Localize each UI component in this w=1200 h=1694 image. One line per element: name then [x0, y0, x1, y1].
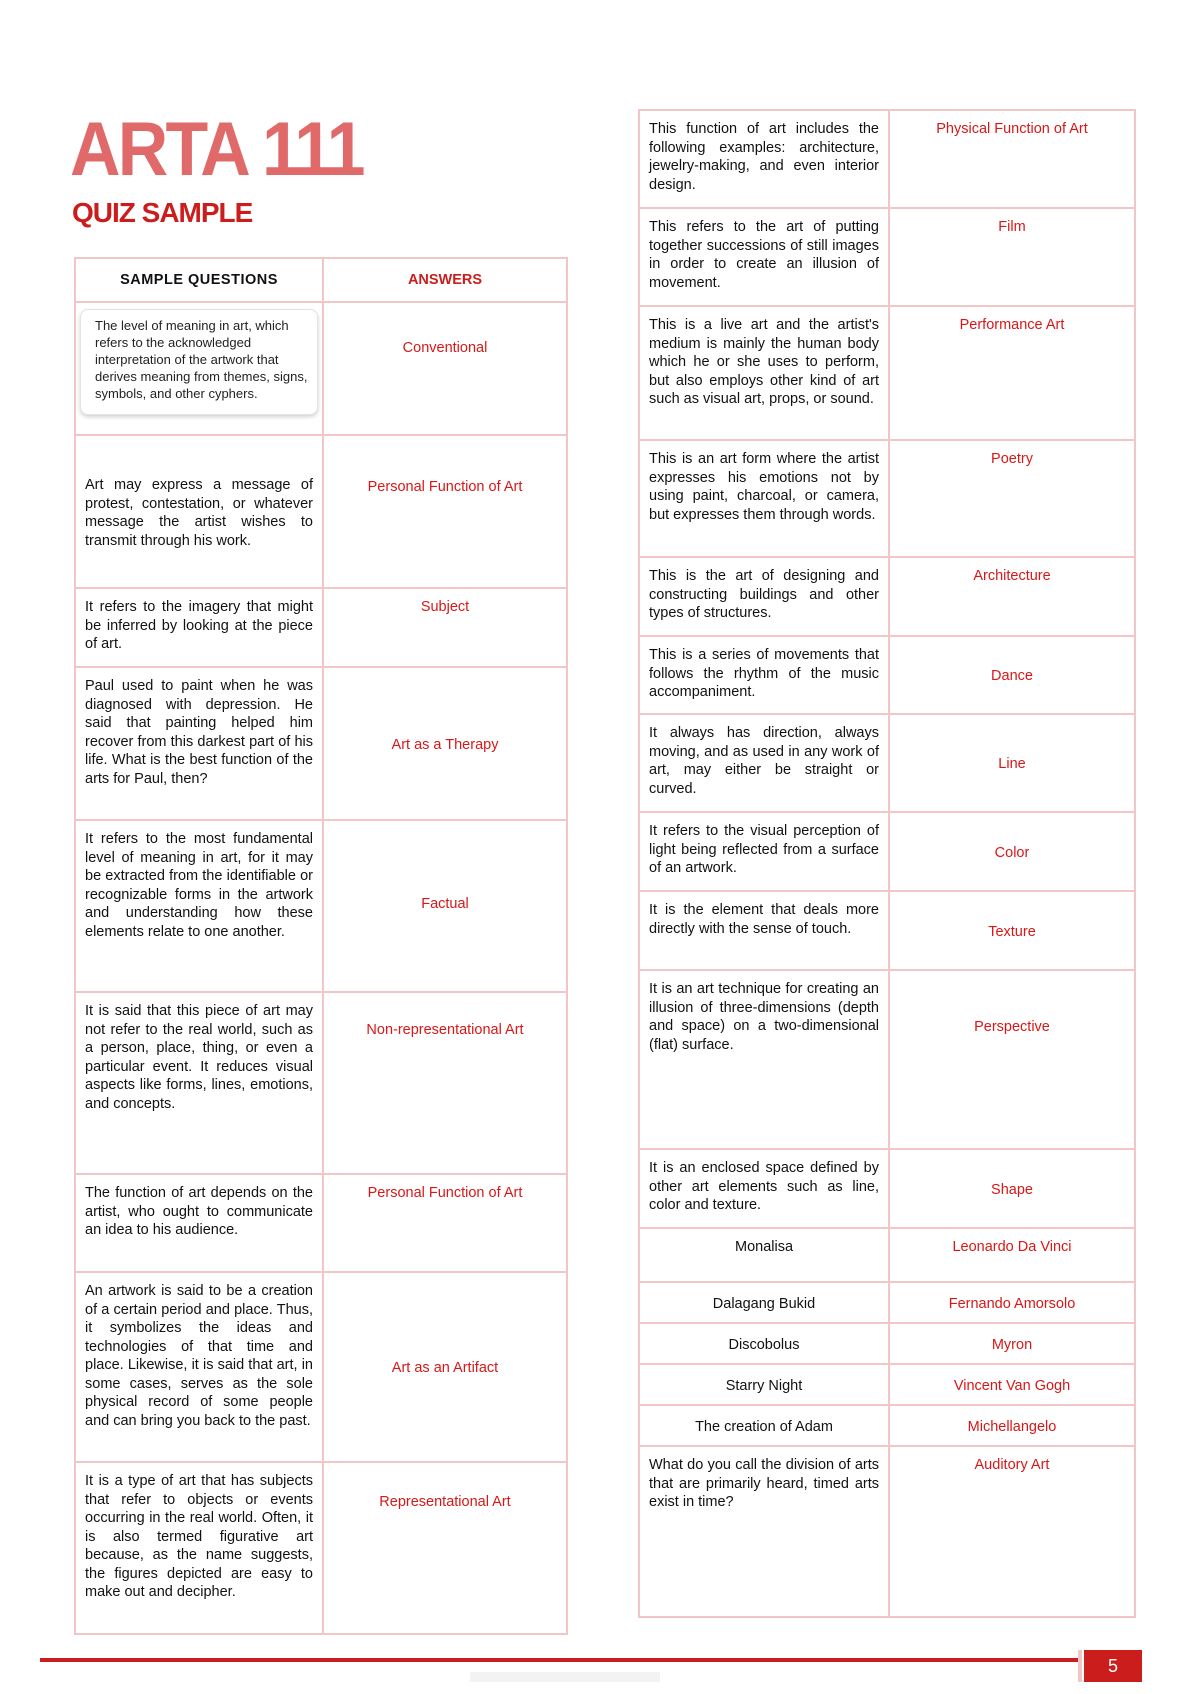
table-row — [639, 714, 1135, 812]
question-cell: It is the element that deals more directly with the sense of touch. — [639, 891, 889, 970]
question-cell: This is the art of designing and constructing buildings and other types of structures. — [639, 557, 889, 636]
question-cell: The creation of Adam — [639, 1405, 889, 1446]
question-cell: Monalisa — [639, 1228, 889, 1282]
question-cell: An artwork is said to be a creation of a certain period and place. Thus, it symbolizes the ideas and technologies of that time and place. Likewise, it is said that art, in some cases, serves as the sole physical record of some people and can bring you back to the past. — [75, 1272, 323, 1462]
question-cell: What do you call the division of arts that are primarily heard, timed arts exist in time? — [639, 1446, 889, 1617]
answer-cell: Line — [889, 714, 1135, 812]
question-cell: The function of art depends on the artist, who ought to communicate an idea to his audience. — [75, 1174, 323, 1272]
table-row — [75, 302, 567, 435]
answer-cell: Myron — [889, 1323, 1135, 1364]
table-row — [639, 440, 1135, 557]
answer-cell: Vincent Van Gogh — [889, 1364, 1135, 1405]
answer-cell: Shape — [889, 1149, 1135, 1228]
table-row — [639, 1228, 1135, 1282]
answer-cell: Performance Art — [889, 306, 1135, 440]
question-cell: This function of art includes the following examples: architecture, jewelry-making, and even interior design. — [639, 110, 889, 208]
table-row — [639, 891, 1135, 970]
answer-cell: Leonardo Da Vinci — [889, 1228, 1135, 1282]
answer-cell: Art as a Therapy — [323, 667, 567, 820]
table-row — [75, 820, 567, 992]
question-cell: This is a live art and the artist's medium is mainly the human body which he or she uses to perform, but also employs other kind of art such as visual art, props, or sound. — [639, 306, 889, 440]
table-row — [75, 1272, 567, 1462]
column-header-answers: ANSWERS — [323, 258, 567, 302]
table-row — [75, 667, 567, 820]
table-row — [639, 1282, 1135, 1323]
question-cell: Paul used to paint when he was diagnosed with depression. He said that painting helped him recover from this darkest part of his life. What is the best function of the arts for Paul, then? — [75, 667, 323, 820]
question-cell: It refers to the visual perception of light being reflected from a surface of an artwork. — [639, 812, 889, 891]
answer-cell: Michellangelo — [889, 1405, 1135, 1446]
footer-faint-mark — [470, 1672, 660, 1682]
answer-cell: Physical Function of Art — [889, 110, 1135, 208]
column-header-questions: SAMPLE QUESTIONS — [75, 258, 323, 302]
answer-cell: Personal Function of Art — [323, 435, 567, 588]
table-row — [75, 435, 567, 588]
document-title: ARTA 111 — [70, 107, 363, 192]
table-row — [639, 636, 1135, 714]
answer-cell: Factual — [323, 820, 567, 992]
table-row — [75, 588, 567, 667]
answer-cell: Personal Function of Art — [323, 1174, 567, 1272]
question-cell: Discobolus — [639, 1323, 889, 1364]
answer-cell: Dance — [889, 636, 1135, 714]
answer-cell: Film — [889, 208, 1135, 306]
question-cell: It is an enclosed space defined by other art elements such as line, color and texture. — [639, 1149, 889, 1228]
table-row — [639, 1323, 1135, 1364]
table-row — [75, 992, 567, 1174]
question-cell: Art may express a message of protest, contestation, or whatever message the artist wishes to transmit through his work. — [75, 435, 323, 588]
right-quiz-table — [638, 109, 1136, 1618]
table-row — [639, 110, 1135, 208]
answer-cell: Non-representational Art — [323, 992, 567, 1174]
answer-cell: Color — [889, 812, 1135, 891]
question-cell: This is a series of movements that follows the rhythm of the music accompaniment. — [639, 636, 889, 714]
question-cell: It refers to the most fundamental level of meaning in art, for it may be extracted from the identifiable or recognizable forms in the artwork and understanding how these elements relate to one another. — [75, 820, 323, 992]
answer-cell: Architecture — [889, 557, 1135, 636]
table-row — [639, 1149, 1135, 1228]
answer-cell: Representational Art — [323, 1462, 567, 1634]
question-cell: It refers to the imagery that might be inferred by looking at the piece of art. — [75, 588, 323, 667]
table-row — [639, 1405, 1135, 1446]
table-header-row — [75, 258, 567, 302]
answer-cell: Conventional — [323, 302, 567, 435]
table-row — [75, 1462, 567, 1634]
answer-cell: Texture — [889, 891, 1135, 970]
answer-cell: Subject — [323, 588, 567, 667]
question-cell: This is an art form where the artist expresses his emotions not by using paint, charcoal, or camera, but expresses them through words. — [639, 440, 889, 557]
question-cell: Starry Night — [639, 1364, 889, 1405]
question-callout: The level of meaning in art, which refers to the acknowledged interpretation of the artwork that derives meaning from themes, signs, symbols, and other cyphers. — [80, 309, 318, 415]
table-row — [639, 1364, 1135, 1405]
table-row — [639, 208, 1135, 306]
answer-cell: Art as an Artifact — [323, 1272, 567, 1462]
table-row — [75, 1174, 567, 1272]
question-cell: It is said that this piece of art may not refer to the real world, such as a person, place, thing, or even a particular event. It reduces visual aspects like forms, lines, emotions, and concepts. — [75, 992, 323, 1174]
question-cell: Dalagang Bukid — [639, 1282, 889, 1323]
question-cell: This refers to the art of putting together successions of still images in order to create an illusion of movement. — [639, 208, 889, 306]
question-cell: It is an art technique for creating an illusion of three-dimensions (depth and space) on a two-dimensional (flat) surface. — [639, 970, 889, 1149]
table-row — [639, 970, 1135, 1149]
table-row — [639, 812, 1135, 891]
question-cell: It always has direction, always moving, and as used in any work of art, may either be straight or curved. — [639, 714, 889, 812]
document-subtitle: QUIZ SAMPLE — [72, 197, 253, 228]
page-number: 5 — [1084, 1650, 1142, 1682]
question-cell: It is a type of art that has subjects that refer to objects or events occurring in the real world. Often, it is also termed figurative art because, as the name suggests, the figures depicted are easy to make out and decipher. — [75, 1462, 323, 1634]
answer-cell: Auditory Art — [889, 1446, 1135, 1617]
table-row — [639, 306, 1135, 440]
page-number-accent — [1078, 1650, 1082, 1682]
answer-cell: Fernando Amorsolo — [889, 1282, 1135, 1323]
footer-rule — [40, 1658, 1080, 1662]
left-quiz-table — [74, 257, 568, 1635]
answer-cell: Perspective — [889, 970, 1135, 1149]
table-row — [639, 1446, 1135, 1617]
answer-cell: Poetry — [889, 440, 1135, 557]
table-row — [639, 557, 1135, 636]
